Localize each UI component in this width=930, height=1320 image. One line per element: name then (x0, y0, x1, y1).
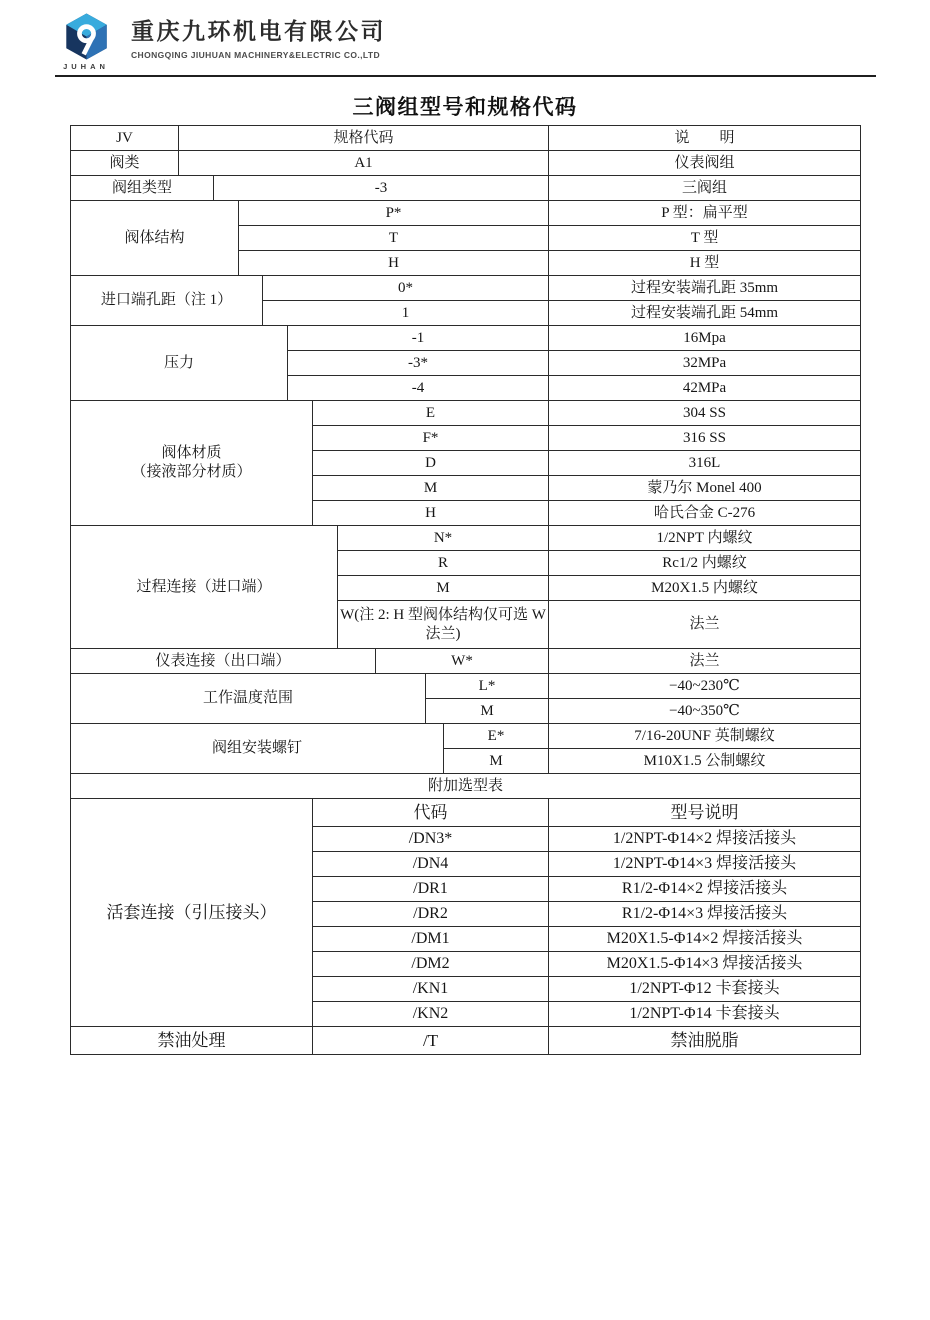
desc-cell: 禁油脱脂 (549, 1027, 861, 1055)
hexagon-logo-icon (63, 13, 110, 60)
code-cell: /T (313, 1027, 549, 1055)
section-label: 禁油处理 (71, 1027, 313, 1055)
section-label: 仪表连接（出口端） (71, 649, 376, 674)
table-row (71, 201, 861, 226)
desc-cell: 42MPa (549, 376, 861, 401)
section-label: 过程连接（进口端） (71, 526, 338, 649)
section-label-line1: 阀体材质 (161, 445, 222, 462)
code-cell: M (426, 699, 549, 724)
page-title: 三阀组型号和规格代码 (352, 95, 578, 119)
code-cell: -3* (288, 351, 549, 376)
code-cell: /DM2 (313, 952, 549, 977)
desc-cell: P 型：扁平型 (549, 201, 861, 226)
desc-cell: 316L (549, 451, 861, 476)
code-cell: -4 (288, 376, 549, 401)
code-cell: /KN1 (313, 977, 549, 1002)
code-cell: N* (338, 526, 549, 551)
code-cell: M (444, 749, 549, 774)
code-cell: T (239, 226, 549, 251)
desc-cell: 仪表阀组 (549, 151, 861, 176)
table-row (71, 526, 861, 551)
addon-desc-header: 型号说明 (549, 799, 861, 827)
code-cell: /DN4 (313, 852, 549, 877)
code-cell: D (313, 451, 549, 476)
code-cell: /KN2 (313, 1002, 549, 1027)
desc-cell: Rc1/2 内螺纹 (549, 551, 861, 576)
code-cell: M (313, 476, 549, 501)
code-cell: -1 (288, 326, 549, 351)
code-cell: L* (426, 674, 549, 699)
table-row (71, 724, 861, 749)
desc-cell: R1/2-Φ14×3 焊接活接头 (549, 902, 861, 927)
code-cell: W* (376, 649, 549, 674)
code-column-header: 规格代码 (179, 126, 549, 151)
desc-cell: 1/2NPT-Φ14×3 焊接活接头 (549, 852, 861, 877)
code-cell: /DR2 (313, 902, 549, 927)
section-label: 阀组类型 (71, 176, 214, 201)
desc-cell: 哈氏合金 C-276 (549, 501, 861, 526)
table-row (71, 326, 861, 351)
code-cell: P* (239, 201, 549, 226)
section-label: 进口端孔距（注 1） (71, 276, 263, 326)
addon-banner: 附加选型表 (71, 774, 861, 799)
desc-cell: 304 SS (549, 401, 861, 426)
desc-cell: M20X1.5-Φ14×2 焊接活接头 (549, 927, 861, 952)
desc-cell: 过程安装端孔距 35mm (549, 276, 861, 301)
desc-cell: 法兰 (549, 601, 861, 649)
company-name-block (117, 13, 386, 60)
section-label: 压力 (71, 326, 288, 401)
desc-cell: 1/2NPT-Φ12 卡套接头 (549, 977, 861, 1002)
desc-cell: 法兰 (549, 649, 861, 674)
code-cell: E* (444, 724, 549, 749)
table-row (71, 649, 861, 674)
code-cell: H (239, 251, 549, 276)
table-row (71, 401, 861, 426)
desc-cell: T 型 (549, 226, 861, 251)
logo-wordmark: JUHAN (63, 62, 109, 71)
table-row (71, 774, 861, 799)
desc-cell: −40~230℃ (549, 674, 861, 699)
code-cell: 1 (263, 301, 549, 326)
company-logo (55, 13, 117, 71)
section-label-line2: （接液部分材质） (131, 464, 252, 480)
desc-cell: 1/2NPT-Φ14×2 焊接活接头 (549, 827, 861, 852)
desc-cell: 三阀组 (549, 176, 861, 201)
desc-cell: 32MPa (549, 351, 861, 376)
desc-cell: R1/2-Φ14×2 焊接活接头 (549, 877, 861, 902)
section-label: 阀体结构 (71, 201, 239, 276)
section-label: 工作温度范围 (71, 674, 426, 724)
code-cell: A1 (179, 151, 549, 176)
desc-cell: −40~350℃ (549, 699, 861, 724)
spec-table (70, 125, 861, 1055)
section-label: 阀组安装螺钉 (71, 724, 444, 774)
table-row (71, 176, 861, 201)
code-cell: /DM1 (313, 927, 549, 952)
desc-cell: 16Mpa (549, 326, 861, 351)
company-name-en: CHONGQING JIUHUAN MACHINERY&ELECTRIC CO.,LTD (131, 50, 380, 61)
desc-column-header: 说 明 (549, 126, 861, 151)
desc-cell: H 型 (549, 251, 861, 276)
section-label: 活套连接（引压接头） (71, 799, 313, 1027)
header-divider (55, 75, 876, 77)
code-cell: -3 (214, 176, 549, 201)
desc-cell: 1/2NPT-Φ14 卡套接头 (549, 1002, 861, 1027)
desc-cell: 过程安装端孔距 54mm (549, 301, 861, 326)
section-label (71, 401, 313, 526)
code-cell: 0* (263, 276, 549, 301)
table-row (71, 1027, 861, 1055)
desc-cell: M20X1.5-Φ14×3 焊接活接头 (549, 952, 861, 977)
addon-code-header: 代码 (313, 799, 549, 827)
table-row (71, 674, 861, 699)
desc-cell: 7/16-20UNF 英制螺纹 (549, 724, 861, 749)
code-cell: W(注 2: H 型阀体结构仅可选 W 法兰) (338, 601, 549, 649)
code-cell: F* (313, 426, 549, 451)
desc-cell: 蒙乃尔 Monel 400 (549, 476, 861, 501)
code-cell: R (338, 551, 549, 576)
code-cell: E (313, 401, 549, 426)
desc-cell: 1/2NPT 内螺纹 (549, 526, 861, 551)
code-cell: /DN3* (313, 827, 549, 852)
desc-cell: M20X1.5 内螺纹 (549, 576, 861, 601)
table-row (71, 799, 861, 827)
code-cell: H (313, 501, 549, 526)
model-prefix-cell: JV (71, 126, 179, 151)
desc-cell: M10X1.5 公制螺纹 (549, 749, 861, 774)
section-label: 阀类 (71, 151, 179, 176)
company-name-cn: 重庆九环机电有限公司 (131, 18, 386, 44)
table-row (71, 276, 861, 301)
desc-cell: 316 SS (549, 426, 861, 451)
table-row (71, 126, 861, 151)
code-cell: M (338, 576, 549, 601)
table-row (71, 151, 861, 176)
letterhead (0, 0, 930, 74)
code-cell: /DR1 (313, 877, 549, 902)
